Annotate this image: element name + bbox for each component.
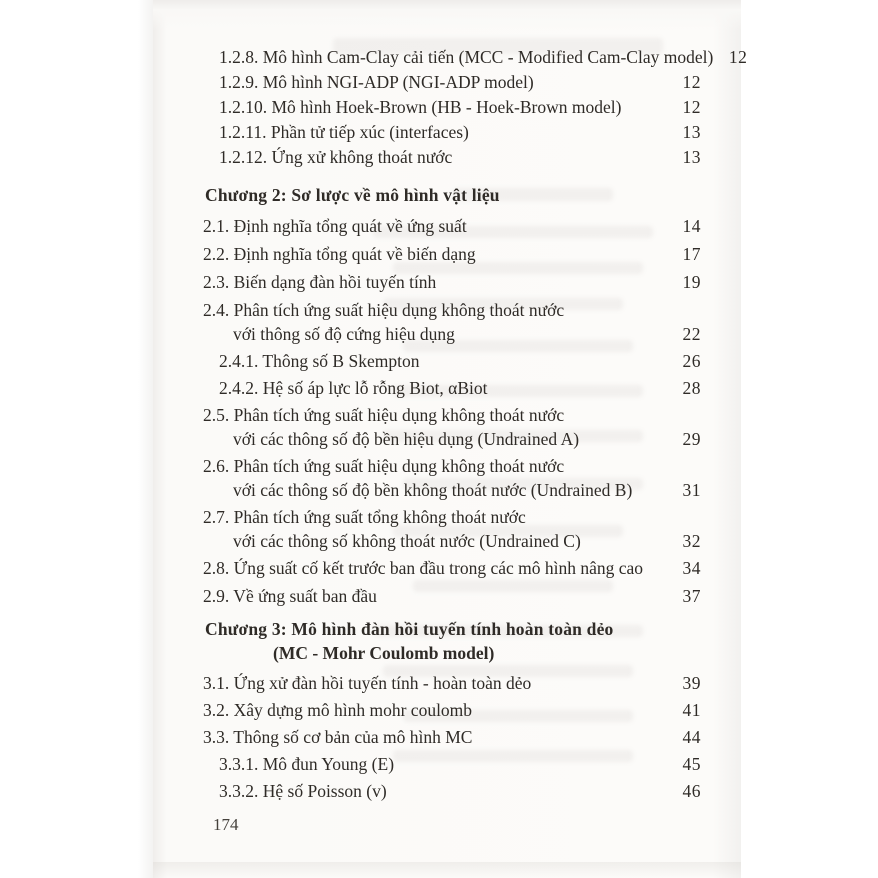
toc-entry xyxy=(203,671,701,696)
toc-page-number: 41 xyxy=(682,700,701,720)
toc-page-number: 13 xyxy=(682,122,701,142)
toc-entry-text-wrap: với các thông số không thoát nước (Undrained C) xyxy=(233,531,581,551)
toc-entry-text: 1.2.9. Mô hình NGI-ADP (NGI-ADP model) xyxy=(219,72,534,92)
toc-entry xyxy=(203,349,701,374)
toc-page-number: 37 xyxy=(682,586,701,606)
toc-entry-text: 1.2.10. Mô hình Hoek-Brown (HB - Hoek-Brown model) xyxy=(219,97,622,117)
toc-entry-text: 2.5. Phân tích ứng suất hiệu dụng không thoát nước xyxy=(203,405,565,425)
toc-page-number: 39 xyxy=(682,673,701,693)
chapter-heading xyxy=(203,183,701,208)
page-number-footer: 174 xyxy=(213,815,239,834)
toc-page-number: 44 xyxy=(682,727,701,747)
toc-page-number: 46 xyxy=(682,781,701,801)
toc-entry-text-wrap: với các thông số độ bền không thoát nước (Undrained B) xyxy=(233,480,633,500)
toc-entry-text-wrap: với thông số độ cứng hiệu dụng xyxy=(233,324,455,344)
toc-page-number: 34 xyxy=(682,558,701,578)
toc-entry xyxy=(203,725,701,750)
toc-entry-text: 2.7. Phân tích ứng suất tổng không thoát nước xyxy=(203,507,526,527)
toc-entry-text-wrap: với các thông số độ bền hiệu dụng (Undrained A) xyxy=(233,429,580,449)
toc-entry-text: 2.8. Ứng suất cố kết trước ban đầu trong các mô hình nâng cao xyxy=(203,558,644,578)
chapter-heading-text: Chương 3: Mô hình đàn hồi tuyến tính hoàn toàn dẻo xyxy=(205,619,614,639)
toc-entry xyxy=(203,214,701,239)
toc-entry-text: 3.3.1. Mô đun Young (E) xyxy=(219,754,395,774)
toc-entry-text: 3.3. Thông số cơ bản của mô hình MC xyxy=(203,727,473,747)
toc-page-number: 28 xyxy=(682,378,701,398)
toc-entry xyxy=(203,556,701,581)
chapter-heading-subtext: (MC - Mohr Coulomb model) xyxy=(273,643,495,663)
toc-entry-text: 2.6. Phân tích ứng suất hiệu dụng không thoát nước xyxy=(203,456,565,476)
toc-entry xyxy=(203,70,701,95)
toc-entry xyxy=(203,242,701,267)
toc-entry xyxy=(203,95,701,120)
toc-page-number: 19 xyxy=(682,272,701,292)
toc-entry-text: 2.1. Định nghĩa tổng quát về ứng suất xyxy=(203,216,467,236)
toc-entry-text: 2.4. Phân tích ứng suất hiệu dụng không thoát nước xyxy=(203,300,565,320)
toc-page-number: 14 xyxy=(682,216,701,236)
toc-page-number: 32 xyxy=(682,531,701,551)
page-edge-shadow-bottom xyxy=(153,862,741,878)
toc-entry-text: 2.3. Biến dạng đàn hồi tuyến tính xyxy=(203,272,437,292)
toc-entry xyxy=(203,505,701,553)
scanned-page xyxy=(153,0,748,878)
toc-page-number: 26 xyxy=(682,351,701,371)
chapter-heading-text: Chương 2: Sơ lược về mô hình vật liệu xyxy=(205,185,500,205)
toc-page-number: 45 xyxy=(682,754,701,774)
toc-entry xyxy=(203,403,701,451)
toc-page-number: 22 xyxy=(682,324,701,344)
toc-entry-text: 2.9. Về ứng suất ban đầu xyxy=(203,586,377,606)
toc-entry-text: 1.2.12. Ứng xử không thoát nước xyxy=(219,147,453,167)
toc-page-number: 13 xyxy=(682,147,701,167)
toc-entry xyxy=(203,454,701,502)
toc-entry xyxy=(203,752,701,777)
toc-entry-text: 1.2.8. Mô hình Cam-Clay cải tiến (MCC - Modified Cam-Clay model) xyxy=(219,47,714,67)
toc-entry xyxy=(203,120,701,145)
toc-page-number: 12 xyxy=(728,47,748,67)
toc-entry xyxy=(203,45,748,70)
toc-page-number: 17 xyxy=(682,244,701,264)
toc-page-number: 12 xyxy=(682,97,701,117)
toc-entry-text: 3.3.2. Hệ số Poisson (v) xyxy=(219,781,387,801)
toc-entry-text: 1.2.11. Phần tử tiếp xúc (interfaces) xyxy=(219,122,469,142)
toc-entry xyxy=(203,698,701,723)
toc-entry xyxy=(203,270,701,295)
toc-entry xyxy=(203,298,701,346)
toc-entry-text: 2.4.2. Hệ số áp lực lỗ rỗng Biot, αBiot xyxy=(219,378,488,398)
toc-entry-text: 3.2. Xây dựng mô hình mohr coulomb xyxy=(203,700,473,720)
toc-entry xyxy=(203,376,701,401)
toc-content xyxy=(153,0,748,804)
toc-page-number: 29 xyxy=(682,429,701,449)
toc-entry xyxy=(203,584,701,609)
toc-entry xyxy=(203,145,701,170)
toc-entry-text: 3.1. Ứng xử đàn hồi tuyến tính - hoàn toàn dẻo xyxy=(203,673,532,693)
toc-entry-text: 2.2. Định nghĩa tổng quát về biến dạng xyxy=(203,244,476,264)
page-edge-shadow-left xyxy=(138,0,153,878)
toc-entry-text: 2.4.1. Thông số B Skempton xyxy=(219,351,420,371)
toc-page-number: 12 xyxy=(682,72,701,92)
chapter-heading xyxy=(203,617,701,665)
toc-entry xyxy=(203,779,701,804)
toc-page-number: 31 xyxy=(682,480,701,500)
